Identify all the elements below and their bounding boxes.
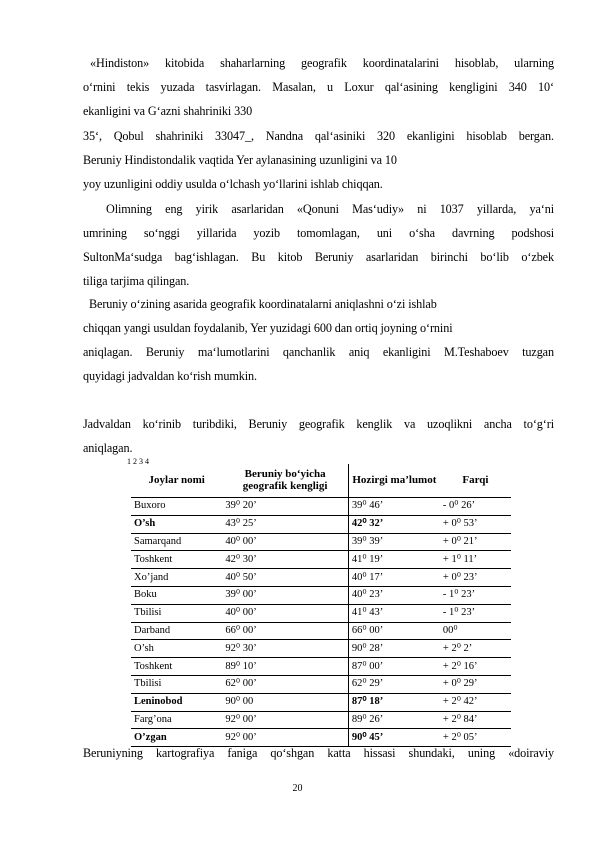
cell-difference: - 0⁰ 26’ [440,498,511,516]
table-row [131,604,511,622]
cell-beruniy-latitude: 92⁰ 30’ [222,640,348,658]
cell-place: Toshkent [131,551,222,569]
text-line: ekanligini va G‘azni shahriniki 330 [83,104,253,118]
cell-beruniy-latitude: 66⁰ 00’ [222,622,348,640]
text-line: Olimning eng yirik asarlaridan «Qonuni Mas‘udiy» ni 1037 yillarda, ya‘ni [106,202,554,216]
table-row [131,658,511,676]
column-header-difference: Farqi [440,464,511,498]
column-header-beruniy-latitude: Beruniy bo‘yicha geografik kengligi [222,464,348,498]
cell-beruniy-latitude: 92⁰ 00’ [222,729,348,747]
cell-current-data: 87⁰ 18’ [348,693,440,711]
cell-place: O’sh [131,640,222,658]
cell-current-data: 40⁰ 17’ [348,569,440,587]
cell-place: Farg’ona [131,711,222,729]
table-row [131,729,511,747]
cell-difference: 00⁰ [440,622,511,640]
cell-place: Samarqand [131,533,222,551]
text-line: 35‘, Qobul shahriniki 33047_, Nandna qal‘asiniki 320 ekanligini hisoblab bergan. [83,129,554,143]
cell-difference: + 0⁰ 23’ [440,569,511,587]
table-row [131,533,511,551]
cell-place: Leninobod [131,693,222,711]
cell-place: Tbilisi [131,675,222,693]
text-line: Beruniyning kartografiya faniga qo‘shgan katta hissasi shundaki, uning «doiraviy [83,746,554,760]
cell-difference: + 2⁰ 84’ [440,711,511,729]
text-line: Beruniy o‘zining asarida geografik koordinatalarni aniqlashni o‘zi ishlab [89,297,437,311]
cell-beruniy-latitude: 43⁰ 25’ [222,515,348,533]
table-row [131,498,511,516]
cell-difference: + 1⁰ 11’ [440,551,511,569]
cell-difference: + 2⁰ 05’ [440,729,511,747]
cell-current-data: 90⁰ 45’ [348,729,440,747]
cell-beruniy-latitude: 39⁰ 00’ [222,586,348,604]
table-number-mark: 1 2 3 4 [127,457,149,466]
cell-difference: + 0⁰ 21’ [440,533,511,551]
table-row [131,586,511,604]
table-row [131,711,511,729]
table-row [131,693,511,711]
cell-place: Toshkent [131,658,222,676]
cell-difference: - 1⁰ 23’ [440,604,511,622]
cell-difference: + 2⁰ 2’ [440,640,511,658]
cell-beruniy-latitude: 40⁰ 50’ [222,569,348,587]
table-row [131,569,511,587]
cell-current-data: 41⁰ 19’ [348,551,440,569]
cell-beruniy-latitude: 89⁰ 10’ [222,658,348,676]
cell-beruniy-latitude: 40⁰ 00’ [222,533,348,551]
cell-current-data: 40⁰ 23’ [348,586,440,604]
cell-beruniy-latitude: 40⁰ 00’ [222,604,348,622]
cell-place: Xo’jand [131,569,222,587]
cell-place: Buxoro [131,498,222,516]
cell-difference: + 2⁰ 42’ [440,693,511,711]
cell-current-data: 62⁰ 29’ [348,675,440,693]
cell-place: Darband [131,622,222,640]
text-line: tiliga tarjima qilingan. [83,274,190,288]
text-line: Beruniy Hindistondalik vaqtida Yer aylanasining uzunligini va 10 [83,153,397,167]
table-row [131,622,511,640]
cell-current-data: 89⁰ 26’ [348,711,440,729]
cell-current-data: 87⁰ 00’ [348,658,440,676]
text-line: chiqqan yangi usuldan foydalanib, Yer yuzidagi 600 dan ortiq joyning o‘rnini [83,321,453,335]
table-row [131,675,511,693]
cell-beruniy-latitude: 62⁰ 00’ [222,675,348,693]
cell-current-data: 42⁰ 32’ [348,515,440,533]
cell-difference: + 0⁰ 53’ [440,515,511,533]
cell-current-data: 66⁰ 00’ [348,622,440,640]
column-header-current-data: Hozirgi ma’lumot [348,464,440,498]
cell-beruniy-latitude: 42⁰ 30’ [222,551,348,569]
text-line: aniqlagan. [83,441,133,455]
table-row [131,515,511,533]
text-line: o‘rnini tekis yuzada tasvirlagan. Masalan, u Loxur qal‘asining kengligini 340 10‘ [83,80,554,94]
table-row [131,640,511,658]
cell-difference: + 2⁰ 16’ [440,658,511,676]
text-line: SultonMa‘sudga bag‘ishlagan. Bu kitob Beruniy asarlaridan birinchi bo‘lib o‘zbek [83,250,554,264]
text-line: quyidagi jadvaldan ko‘rish mumkin. [83,369,257,383]
cell-current-data: 39⁰ 39’ [348,533,440,551]
text-line: «Hindiston» kitobida shaharlarning geografik koordinatalarini hisoblab, ularning [90,56,554,70]
text-line: Jadvaldan ko‘rinib turibdiki, Beruniy geografik kenglik va uzoqlikni ancha to‘g‘ri [83,417,554,431]
cell-beruniy-latitude: 39⁰ 20’ [222,498,348,516]
cell-difference: - 1⁰ 23’ [440,586,511,604]
coordinates-table [131,464,511,747]
table-row [131,551,511,569]
column-header-place: Joylar nomi [131,464,222,498]
cell-beruniy-latitude: 90⁰ 00 [222,693,348,711]
cell-beruniy-latitude: 92⁰ 00’ [222,711,348,729]
cell-place: O’zgan [131,729,222,747]
cell-difference: + 0⁰ 29’ [440,675,511,693]
cell-current-data: 39⁰ 46’ [348,498,440,516]
cell-current-data: 41⁰ 43’ [348,604,440,622]
text-line: yoy uzunligini oddiy usulda o‘lchash yo‘llarini ishlab chiqqan. [83,177,383,191]
table-header-row [131,464,511,498]
cell-place: Tbilisi [131,604,222,622]
cell-place: O’sh [131,515,222,533]
text-line: aniqlagan. Beruniy ma‘lumotlarini qanchanlik aniq ekanligini M.Teshaboev tuzgan [83,345,554,359]
cell-current-data: 90⁰ 28’ [348,640,440,658]
cell-place: Boku [131,586,222,604]
text-line: umrining so‘nggi yillarida yozib tomomlagan, uni o‘sha davrning podshosi [83,226,554,240]
page-number: 20 [292,783,303,794]
